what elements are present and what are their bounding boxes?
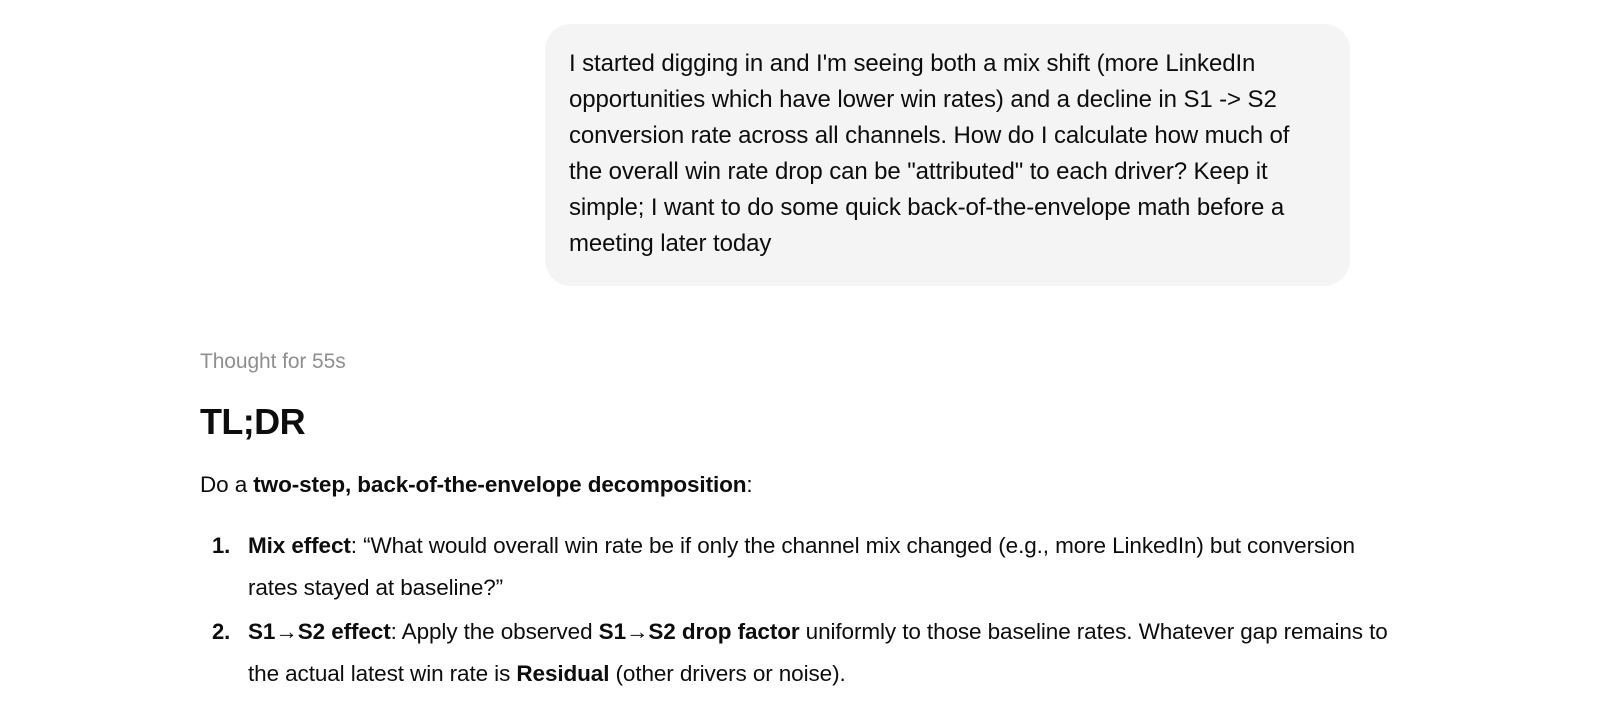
step-2-label: S1→S2 effect: [248, 618, 391, 644]
step-2-text-part3: (other drivers or noise).: [609, 660, 846, 686]
step-1-text: : “What would overall win rate be if only the channel mix changed (e.g., more LinkedIn) but conversion rates stayed at baseline?”: [248, 532, 1355, 600]
step-1-label: Mix effect: [248, 532, 351, 558]
lede-suffix: :: [746, 472, 753, 497]
list-item: [200, 611, 1400, 695]
lede-bold: two-step, back-of-the-envelope decomposition: [253, 472, 747, 497]
user-message-row: [0, 0, 1600, 286]
steps-list: [200, 525, 1400, 695]
step-2-text-part1: : Apply the observed: [390, 618, 599, 644]
step-2-bold-inline: S1→S2 drop factor: [598, 618, 800, 644]
lede-prefix: Do a: [200, 472, 254, 497]
step-2-text-part2: uniformly to those baseline rates. Whatever gap remains to the actual latest win rate is: [248, 618, 1388, 686]
lede-paragraph: [200, 468, 1400, 502]
step-2-bold-inline-2: Residual: [516, 660, 610, 686]
thought-duration-label[interactable]: Thought for 55s: [200, 350, 346, 373]
assistant-response: [0, 348, 1600, 695]
page-title: TL;DR: [200, 401, 305, 442]
list-item: [200, 525, 1400, 609]
user-message-bubble: I started digging in and I'm seeing both a mix shift (more LinkedIn opportunities which have lower win rates) and a decline in S1 -> S2 conversion rate across all channels. How do I calculate how much of the overall win rate drop can be "attributed" to each driver? Keep it simple; I want to do some quick back-of-the-envelope math before a meeting later today: [545, 24, 1350, 286]
